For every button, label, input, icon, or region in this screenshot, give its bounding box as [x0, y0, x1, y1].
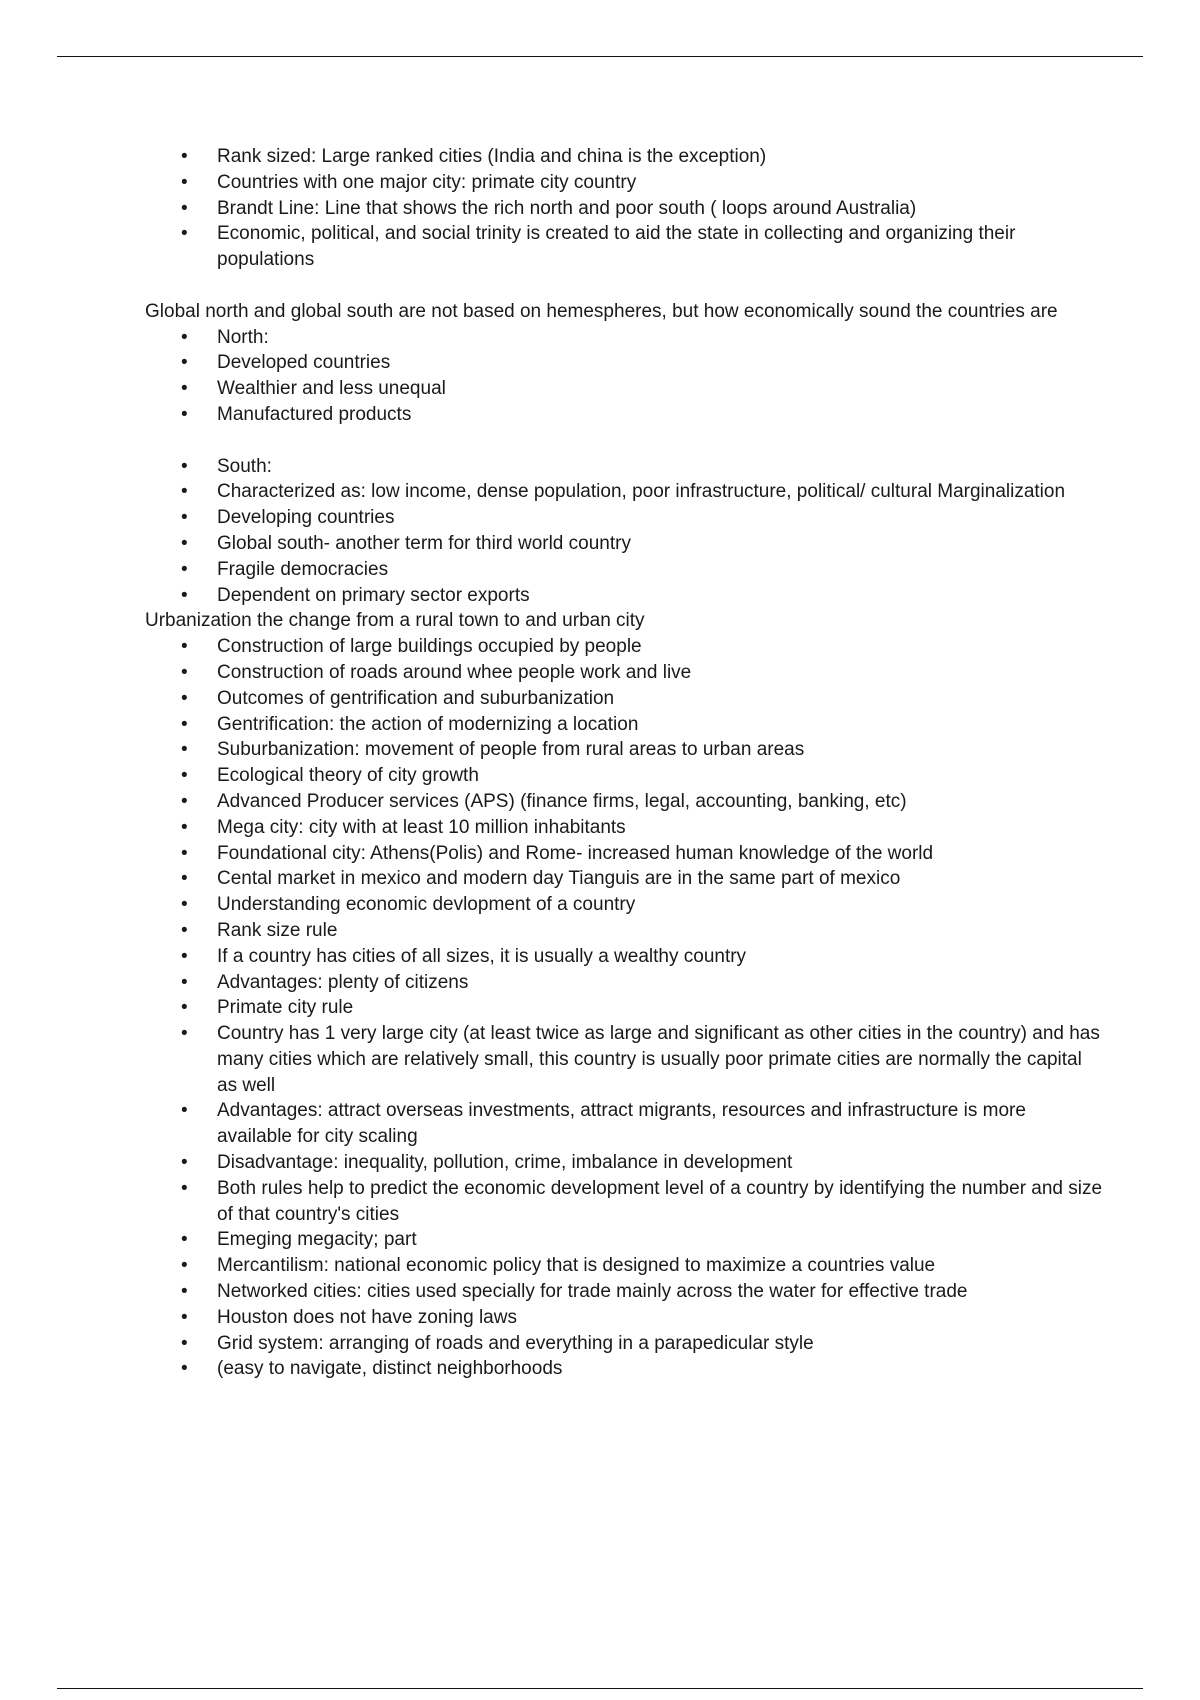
- list-item: • Construction of roads around whee people work and live: [145, 660, 1105, 686]
- list-item: • Mercantilism: national economic policy that is designed to maximize a countries value: [145, 1253, 1105, 1279]
- list-item: • Global south- another term for third world country: [145, 531, 1105, 557]
- list-item: • Rank size rule: [145, 918, 1105, 944]
- paragraph-spacer: [145, 273, 1105, 299]
- list-item: • Advantages: plenty of citizens: [145, 970, 1105, 996]
- list-item: • Advantages: attract overseas investments, attract migrants, resources and infrastructure is more available for city scaling: [145, 1098, 1105, 1150]
- list-item: • Advanced Producer services (APS) (finance firms, legal, accounting, banking, etc): [145, 789, 1105, 815]
- list-item: • (easy to navigate, distinct neighborhoods: [145, 1356, 1105, 1382]
- global-north-south-paragraph: Global north and global south are not based on hemespheres, but how economically sound the countries are: [145, 300, 1058, 322]
- list-item: • Construction of large buildings occupied by people: [145, 634, 1105, 660]
- list-item: • Developed countries: [145, 350, 1105, 376]
- paragraph-spacer: [145, 428, 1105, 454]
- list-item: • Cental market in mexico and modern day Tianguis are in the same part of mexico: [145, 866, 1105, 892]
- list-item: • North:: [145, 325, 1105, 351]
- list-item: • Dependent on primary sector exports: [145, 583, 1105, 609]
- list-item: • Outcomes of gentrification and suburbanization: [145, 686, 1105, 712]
- list-item: • Ecological theory of city growth: [145, 763, 1105, 789]
- list-item: • Economic, political, and social trinity is created to aid the state in collecting and organizing their populations: [145, 221, 1105, 273]
- urbanization-paragraph: Urbanization the change from a rural town to and urban city: [145, 610, 645, 632]
- list-item: • South:: [145, 454, 1105, 480]
- header-rule: [57, 56, 1143, 57]
- list-item: • Mega city: city with at least 10 million inhabitants: [145, 815, 1105, 841]
- list-item: • Country has 1 very large city (at least twice as large and significant as other cities in the country) and has many cities which are relatively small, this country is usually poor primate cities are normally the capital as well: [145, 1021, 1105, 1098]
- list-item: • Networked cities: cities used specially for trade mainly across the water for effective trade: [145, 1279, 1105, 1305]
- list-item: • Houston does not have zoning laws: [145, 1305, 1105, 1331]
- document-body: [145, 144, 1105, 1382]
- list-item: • Countries with one major city: primate city country: [145, 170, 1105, 196]
- south-bullet-list: [145, 454, 1105, 609]
- list-item: • Primate city rule: [145, 995, 1105, 1021]
- urbanization-bullet-list: [145, 634, 1105, 1382]
- list-item: • If a country has cities of all sizes, it is usually a wealthy country: [145, 944, 1105, 970]
- footer-rule: [57, 1688, 1143, 1689]
- list-item: • Characterized as: low income, dense population, poor infrastructure, political/ cultural Marginalization: [145, 479, 1105, 505]
- list-item: • Both rules help to predict the economic development level of a country by identifying the number and size of that country's cities: [145, 1176, 1105, 1228]
- list-item: • Gentrification: the action of modernizing a location: [145, 712, 1105, 738]
- north-bullet-list: [145, 325, 1105, 428]
- list-item: • Developing countries: [145, 505, 1105, 531]
- list-item: • Understanding economic devlopment of a country: [145, 892, 1105, 918]
- list-item: • Grid system: arranging of roads and everything in a parapedicular style: [145, 1331, 1105, 1357]
- intro-bullet-list: [145, 144, 1105, 273]
- list-item: • Foundational city: Athens(Polis) and Rome- increased human knowledge of the world: [145, 841, 1105, 867]
- list-item: • Wealthier and less unequal: [145, 376, 1105, 402]
- list-item: • Manufactured products: [145, 402, 1105, 428]
- list-item: • Emeging megacity; part: [145, 1227, 1105, 1253]
- list-item: • Disadvantage: inequality, pollution, crime, imbalance in development: [145, 1150, 1105, 1176]
- list-item: • Suburbanization: movement of people from rural areas to urban areas: [145, 737, 1105, 763]
- list-item: • Brandt Line: Line that shows the rich north and poor south ( loops around Australia): [145, 196, 1105, 222]
- list-item: • Fragile democracies: [145, 557, 1105, 583]
- list-item: • Rank sized: Large ranked cities (India and china is the exception): [145, 144, 1105, 170]
